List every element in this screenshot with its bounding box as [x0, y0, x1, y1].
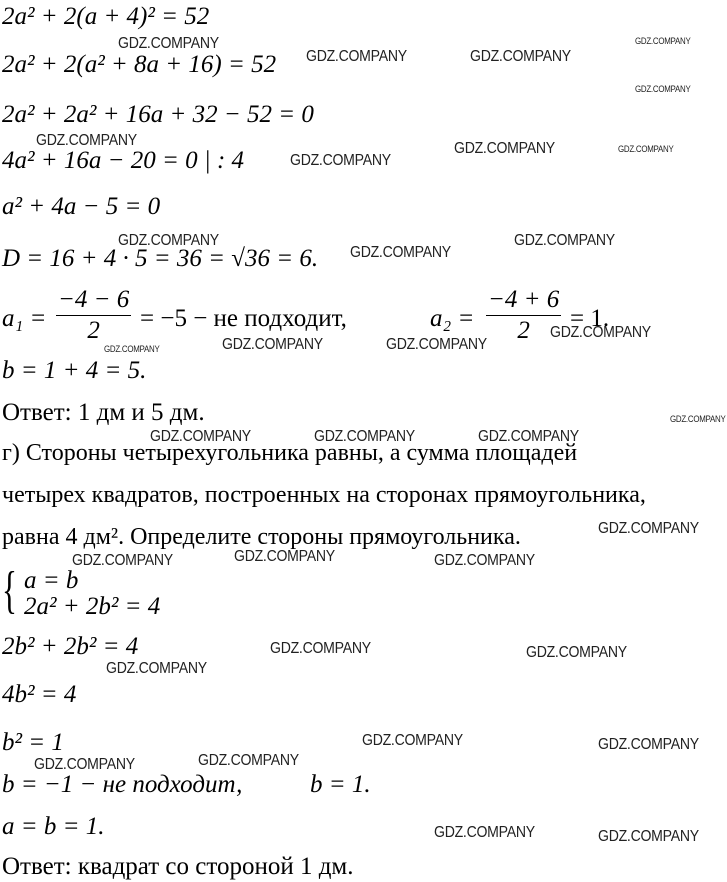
equation-b-line-3: b² = 1: [2, 729, 64, 756]
watermark: GDZ.COMPANY: [72, 552, 173, 569]
watermark: GDZ.COMPANY: [598, 828, 699, 845]
root-a1-fraction: [56, 285, 131, 346]
watermark: GDZ.COMPANY: [104, 344, 160, 354]
watermark: GDZ.COMPANY: [386, 336, 487, 353]
watermark: GDZ.COMPANY: [434, 824, 535, 841]
root-a2-denominator: 2: [517, 317, 530, 344]
watermark: GDZ.COMPANY: [514, 232, 615, 249]
equation-line-1: 2a² + 2(a + 4)² = 52: [2, 3, 210, 30]
root-a1-numerator: −4 − 6: [56, 285, 131, 316]
watermark: GDZ.COMPANY: [34, 756, 135, 773]
watermark: GDZ.COMPANY: [598, 736, 699, 753]
equation-line-4: 4a² + 16a − 20 = 0 | : 4: [2, 147, 245, 174]
root-a1-denominator: 2: [87, 317, 100, 344]
watermark: GDZ.COMPANY: [306, 48, 407, 65]
watermark: GDZ.COMPANY: [118, 232, 219, 249]
watermark: GDZ.COMPANY: [150, 428, 251, 445]
system-brace: {: [2, 562, 17, 619]
watermark: GDZ.COMPANY: [362, 732, 463, 749]
problem-text-line-2: четырех квадратов, построенных на сторонах прямоугольника,: [2, 482, 646, 508]
watermark: GDZ.COMPANY: [222, 336, 323, 353]
system-equation-1: a = b: [24, 567, 79, 594]
equation-b-line-2: 4b² = 4: [2, 681, 77, 708]
equation-line-b: b = 1 + 4 = 5.: [2, 357, 147, 384]
equation-line-3: 2a² + 2a² + 16a + 32 − 52 = 0: [2, 101, 314, 128]
equation-line-2: 2a² + 2(a² + 8a + 16) = 52: [2, 51, 277, 78]
equation-b-line-5: a = b = 1.: [2, 813, 105, 840]
watermark: GDZ.COMPANY: [526, 644, 627, 661]
watermark: GDZ.COMPANY: [470, 48, 571, 65]
answer-1: Ответ: 1 дм и 5 дм.: [2, 399, 205, 426]
root-a1-label: a₁ =: [2, 305, 47, 332]
watermark: GDZ.COMPANY: [314, 428, 415, 445]
root-a1-result: = −5 − не подходит,: [140, 305, 347, 332]
watermark: GDZ.COMPANY: [635, 36, 691, 46]
watermark: GDZ.COMPANY: [106, 660, 207, 677]
problem-text-line-3: равна 4 дм². Определите стороны прямоугольника.: [2, 524, 521, 550]
watermark: GDZ.COMPANY: [290, 152, 391, 169]
watermark: GDZ.COMPANY: [635, 84, 691, 94]
equation-b-line-4-left: b = −1 − не подходит,: [2, 771, 243, 798]
discriminant-line: D = 16 + 4 · 5 = 36 = √36 = 6.: [2, 245, 319, 272]
root-a2-numerator: −4 + 6: [486, 285, 561, 316]
watermark: GDZ.COMPANY: [598, 520, 699, 537]
answer-2: Ответ: квадрат со стороной 1 дм.: [2, 853, 354, 880]
watermark: GDZ.COMPANY: [478, 428, 579, 445]
watermark: GDZ.COMPANY: [454, 140, 555, 157]
problem-text-line-1: г) Стороны четырехугольника равны, а сумма площадей: [2, 440, 578, 466]
watermark: GDZ.COMPANY: [618, 144, 674, 154]
watermark: GDZ.COMPANY: [118, 35, 219, 52]
watermark: GDZ.COMPANY: [270, 640, 371, 657]
root-a2-result: = 1.: [570, 305, 610, 332]
system-equation-2: 2a² + 2b² = 4: [24, 593, 161, 620]
watermark: GDZ.COMPANY: [550, 324, 651, 341]
root-a2-label: a₂ =: [430, 305, 475, 332]
equation-b-line-4-right: b = 1.: [310, 771, 371, 798]
watermark: GDZ.COMPANY: [670, 414, 726, 424]
watermark: GDZ.COMPANY: [234, 548, 335, 565]
watermark: GDZ.COMPANY: [434, 552, 535, 569]
equation-line-5: a² + 4a − 5 = 0: [2, 193, 161, 220]
watermark: GDZ.COMPANY: [36, 132, 137, 149]
watermark: GDZ.COMPANY: [198, 752, 299, 769]
watermark: GDZ.COMPANY: [350, 244, 451, 261]
equation-b-line-1: 2b² + 2b² = 4: [2, 633, 139, 660]
